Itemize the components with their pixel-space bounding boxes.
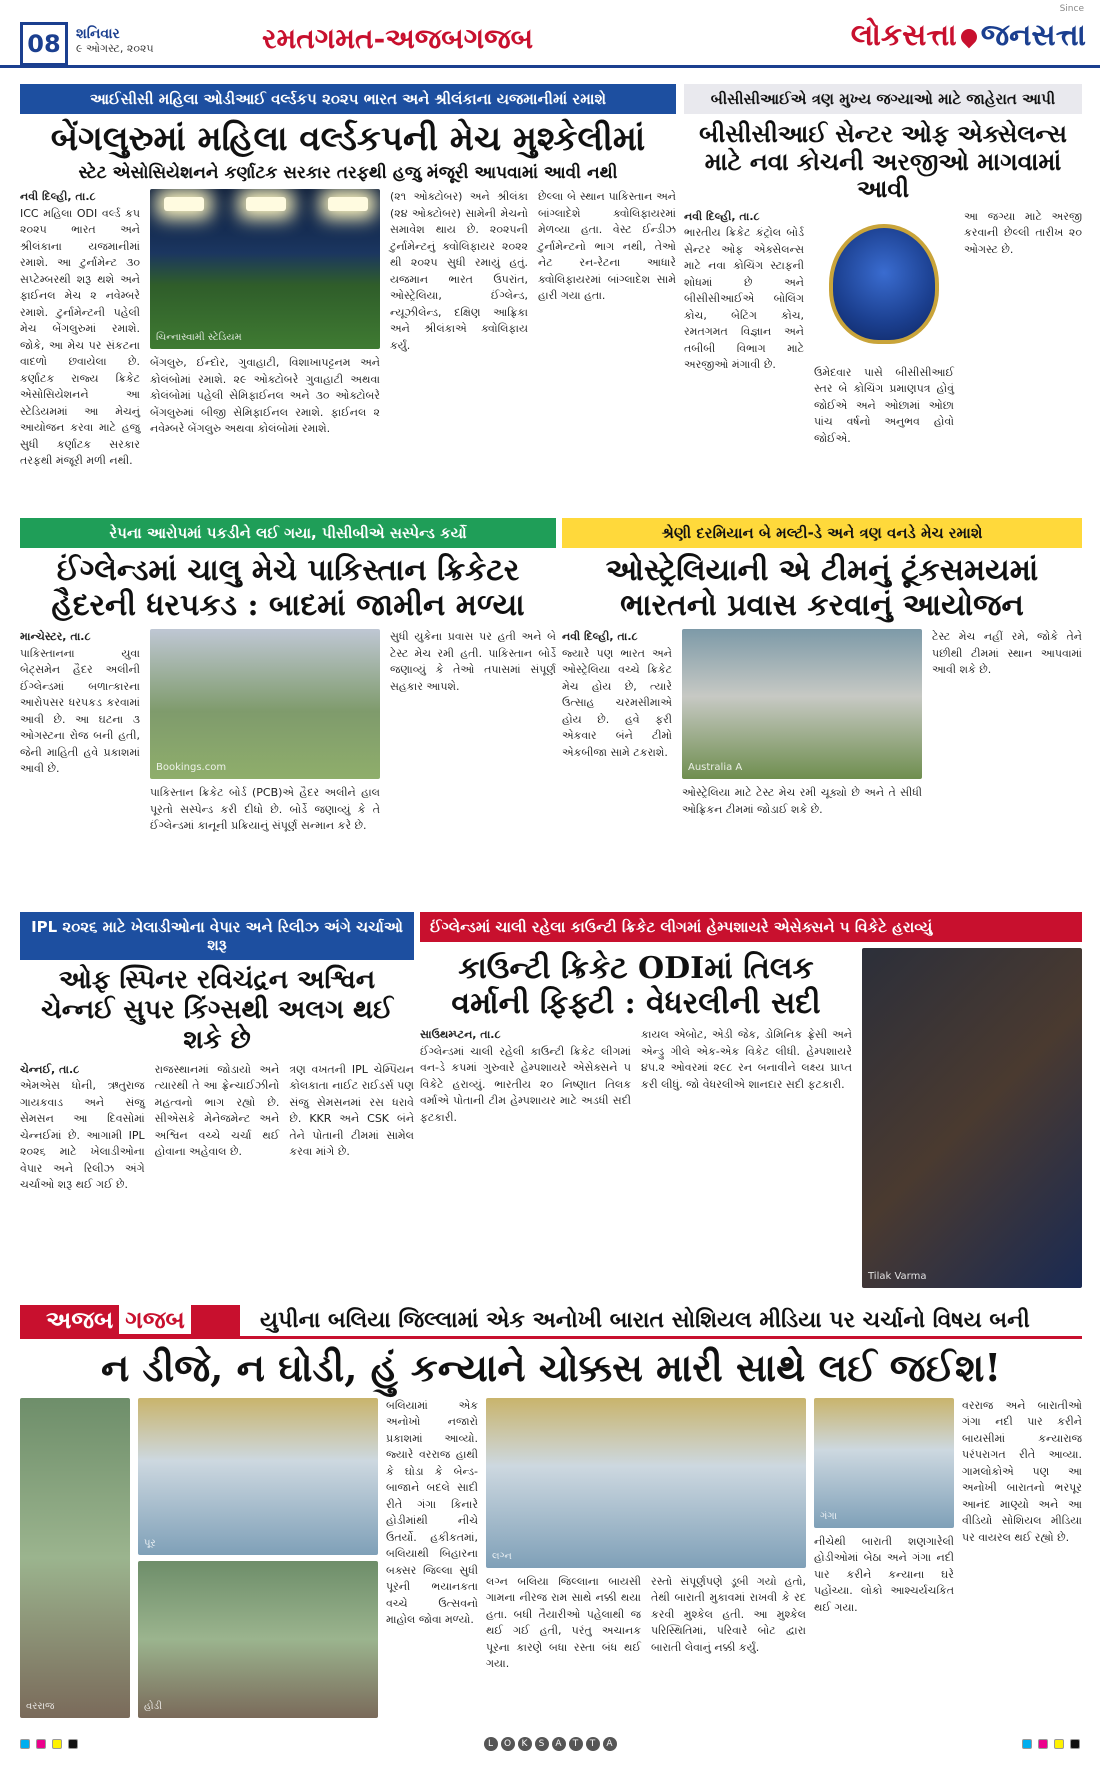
body-text: જ્યારે પણ ભારત અને ઓસ્ટ્રેલિયા વચ્ચે ક્રિકેટ મેચ હોય છે, ત્યારે ઉત્સાહ ચરમસીમાએ હોય છે. હવે ફરી એકવાર બંને ટીમો એકબીજા સામે ટકરાશે.	[562, 646, 672, 759]
logo-left-text: લોકસત્તા	[850, 18, 957, 53]
body-text: લગ્ન બલિયા જિલ્લાના બાયસી ગામના નીરજ રામ સાથે નક્કી થયા હતા. બધી તૈયારીઓ પહેલાથી જ થઈ ગઈ હતી, પરંતુ અચાનક પૂરના કારણે બધા રસ્તા બંધ થઈ ગયા.	[486, 1574, 641, 1671]
photo-caption: હોડી	[144, 1700, 162, 1712]
flood-photo	[138, 1398, 378, 1555]
photo-caption: લગ્ન	[492, 1550, 512, 1562]
story-strap: શ્રેણી દરમિયાન બે મલ્ટી-ડે અને ત્રણ વનડે મેચ રમાશે	[562, 518, 1082, 548]
story-strap: બીસીસીઆઈએ ત્રણ મુખ્ય જગ્યાઓ માટે જાહેરાત આપી	[684, 84, 1082, 114]
dateline: ચેન્નઈ, તા.૮	[20, 1062, 80, 1076]
story-headline: કાઉન્ટી ક્રિકેટ ODIમાં તિલક વર્માની ફિફ્ટી : વેધરલીની સદી	[451, 951, 821, 1021]
body-text: (૨૧ ઓક્ટોબર) અને શ્રીલંકા (૨૪ ઓક્ટોબર) સામેની મેચનો સમાવેશ થાય છે. ૨૦૨૫ની ટુર્નામેન્ટનું ક્વોલિફાયર ૨૦૨૨ થી ૨૦૨૫ સુધી રમાયું હતું. યજમાન ભારત ઉપરાંત, ઓસ્ટ્રેલિયા, ઈંગ્લેન્ડ, ન્યૂઝીલેન્ડ, દક્ષિણ આફ્રિકા અને શ્રીલંકાએ ક્વોલિફાય કર્યું.	[390, 190, 528, 352]
cricket-match-photo	[150, 629, 380, 779]
body-text: સુધી યુકેના પ્રવાસ પર હતી અને બે ટેસ્ટ મેચ રમી હતી. પાકિસ્તાન બોર્ડે જણાવ્યું કે તેઓ તપાસમાં સંપૂર્ણ સહકાર આપશે.	[390, 630, 556, 693]
ajab-gajab-tab	[20, 1305, 240, 1339]
story-tilak-varma	[420, 912, 1082, 1296]
wedding-boat-photo	[486, 1398, 806, 1568]
body-text: પાકિસ્તાનના યુવા બેટ્સમેન હૈદર અલીની ઈંગ્લેન્ડમાં બળાત્કારના આરોપસર ધરપકડ કરવામાં આવી છે. આ ઘટના ૩ ઓગસ્ટના રોજ બની હતી, જેની માહિતી હવે પ્રકાશમાં આવી છે.	[20, 646, 140, 775]
story-haider-arrest	[20, 518, 556, 902]
story-women-world-cup	[20, 84, 676, 508]
color-registration-marks	[1022, 1739, 1080, 1749]
ajab-kicker: યુપીના બલિયા જિલ્લામાં એક અનોખી બારાત સોશિયલ મીડિયા પર ચર્ચાનો વિષય બની	[260, 1308, 1030, 1333]
issue-date	[76, 26, 154, 56]
body-text: આ જગ્યા માટે અરજી કરવાની છેલ્લી તારીખ ૨૦ ઓગસ્ટ છે.	[964, 209, 1082, 256]
body-text: ઈંગ્લેન્ડમાં ચાલી રહેલી કાઉન્ટી ક્રિકેટ લીગમાં વન-ડે કપમાં ગુરુવારે હેમ્પશાયરે એસેક્સને ૫ વિકેટે હરાવ્યું. ભારતીય ૨૦ નિષ્ણાત તિલક વર્માએ પોતાની ટીમ હેમ્પશાયર માટે અડધી સદી ફટકારી.	[420, 1044, 631, 1124]
dateline: સાઉથમ્પ્ટન, તા.૮	[420, 1028, 501, 1041]
body-text: ટેસ્ટ મેચ નહીં રમે, જોકે તેને પછીથી ટીમમાં સ્થાન આપવામાં આવી શકે છે.	[932, 630, 1082, 676]
page-footer	[20, 1734, 1080, 1754]
story-headline: ન ડીજે, ન ઘોડી, હું કન્યાને ચોક્કસ મારી સાથે લઈ જઈશ!	[100, 1346, 1002, 1390]
logo-tag: Since	[1059, 4, 1084, 14]
body-text: રાજસ્થાનમાં જોડાયો અને ત્યારથી તે આ ફ્રેન્ચાઈઝીનો મહત્વનો ભાગ રહ્યો છે. સીએસકે મેનેજમેન્ટ અને અશ્વિન વચ્ચે ચર્ચા થઈ હોવાના અહેવાલ છે.	[154, 1062, 280, 1159]
body-text: વરરાજ અને બારાતીઓ ગંગા નદી પાર કરીને બાયસીમાં કન્યારાજ પરંપરાગત રીતે આવ્યા. ગામલોકોએ પણ આ અનોખી બારાતનો ભરપૂર આનંદ માણ્યો અને આ વીડિયો સોશિયલ મીડિયા પર વાયરલ થઈ રહ્યો છે.	[962, 1398, 1082, 1544]
photo-caption: Australia A	[688, 762, 743, 773]
masthead	[0, 0, 1100, 68]
body-text: રસ્તો સંપૂર્ણપણે ડૂબી ગયો હતો, તેથી બારાતી મુકાવમાં રાખવી કે રદ કરવી મુશ્કેલ હતી. આ મુશ્કેલ પરિસ્થિતિમાં, પરિવારે બોટ દ્વારા બારાતી લેવાનું નક્કી કર્યું.	[651, 1574, 806, 1654]
newspaper-logo	[850, 4, 1086, 53]
story-strap: ઈંગ્લેન્ડમાં ચાલી રહેલા કાઉન્ટી ક્રિકેટ લીગમાં હેમ્પશાયરે એસેક્સને ૫ વિકેટે હરાવ્યું	[420, 912, 1082, 942]
story-boat-baraat	[20, 1346, 1082, 1726]
brand-letter: T	[569, 1737, 583, 1751]
body-text: કાયલ એબોટ, એડી જેક, ડોમિનિક ફ્રેસી અને એન્ડ્રુ ગીલે એક-એક વિકેટ લીધી. હેમ્પશાયરે ૪૫.૨ ઓવરમાં ૨૯૮ રન બનાવીને લક્ષ્ય પ્રાપ્ત કરી લીધું. જો વેધરલીએ શાનદાર સદી ફટકારી.	[641, 1028, 852, 1091]
body-text: છેલ્લા બે સ્થાન પાકિસ્તાન અને બાંગ્લાદેશે ક્વોલિફાયરમાં મેળવ્યા હતા. વેસ્ટ ઈન્ડીઝ ટુર્નામેન્ટનો ભાગ નથી, તેઓ નેટ રન-રેટના આધારે ક્વોલિફાયરમાં બાંગ્લાદેશ સામે હારી ગયા હતા.	[538, 190, 676, 303]
brand-letter: A	[552, 1737, 566, 1751]
boat-photo	[138, 1561, 378, 1718]
brand-letter: L	[484, 1737, 498, 1751]
story-strap: રેપના આરોપમાં પકડીને લઈ ગયા, પીસીબીએ સસ્પેન્ડ કર્યો	[20, 518, 556, 548]
story-headline: ઓસ્ટ્રેલિયાની એ ટીમનું ટૂંકસમયમાં ભારતનો પ્રવાસ કરવાનું આયોજન	[605, 553, 1039, 623]
body-text: ICC મહિલા ODI વર્લ્ડ કપ ૨૦૨૫ ભારત અને શ્રીલંકાના યજમાનીમાં રમાશે. આ ટુર્નામેન્ટ ૩૦ સપ્ટેમ્બરથી શરૂ થશે અને ફાઈનલ મેચ ૨ નવેમ્બરે રમાશે. ટુર્નામેન્ટની પહેલી મેચ બેંગલુરુમાં રમાશે. જોકે, આ મેચ પર સંકટના વાદળો છવાયેલા છે. કર્ણાટક રાજ્ય ક્રિકેટ એસોસિયેશનને આ સ્ટેડિયમમાં આ મેચનું આયોજન કરવા માટે હજુ સુધી કર્ણાટક સરકાર તરફથી મંજૂરી મળી નથી.	[20, 206, 140, 468]
issue-date-text: ૯ ઓગસ્ટ, ૨૦૨૫	[76, 42, 154, 55]
dateline: નવી દિલ્હી, તા.૮	[684, 209, 760, 223]
bcci-logo-image	[814, 209, 954, 359]
groom-photo	[20, 1398, 130, 1718]
body-text: ઉમેદવાર પાસે બીસીસીઆઈ સ્તર બે કોચિંગ પ્રમાણપત્ર હોવું જોઈએ અને ઓછામાં ઓછા પાંચ વર્ષનો અનુભવ હોવો જોઈએ.	[814, 365, 954, 445]
body-text: ત્રણ વખતની IPL ચેમ્પિયન કોલકાતા નાઈટ રાઈડર્સ પણ સંજુ સેમસનમાં રસ ધરાવે છે. KKR અને CSK બંને તેને પોતાની ટીમમાં સામેલ કરવા માંગે છે.	[289, 1062, 414, 1159]
ajab-gajab-banner	[20, 1305, 1082, 1339]
tab-left-text: અજબ	[46, 1305, 114, 1334]
story-ashwin-csk	[20, 912, 414, 1296]
bcci-crest-icon	[829, 224, 939, 344]
logo-right-text: જનસત્તા	[980, 18, 1086, 53]
brand-letter: T	[586, 1737, 600, 1751]
body-text: ભારતીય ક્રિકેટ કંટ્રોલ બોર્ડ સેન્ટર ઓફ એક્સેલન્સ માટે નવા કોચિંગ સ્ટાફની શોધમાં છે અને બીસીસીઆઈએ બોલિંગ કોચ, બેટિંગ કોચ, રમતગમત વિજ્ઞાન અને તબીબી વિભાગ માટે અરજીઓ મંગાવી છે.	[684, 226, 804, 372]
body-text: બેંગલુરુ, ઈન્દોર, ગુવાહાટી, વિશાખાપટ્ટનમ અને કોલંબોમાં રમાશે. ૨૯ ઓક્ટોબરે ગુવાહાટી અથવા કોલંબોમાં પહેલી સેમિફાઈનલ અને ૩૦ ઓક્ટોબરે બેંગલુરુમાં બીજી સેમિફાઈનલ રમાશે. ફાઈનલ ૨ નવેમ્બરે બેંગલુરુ અથવા કોલંબોમાં રમાશે.	[150, 356, 380, 436]
body-text: બલિયામાં એક અનોખો નજારો પ્રકાશમાં આવ્યો. જ્યારે વરરાજ હાથી કે ઘોડા કે બેન્ડ-બાજાને બદલે સાદી રીતે ગંગા કિનારે હોડીમાંથી નીચે ઉતર્યો. હકીકતમાં, બલિયાથી બિહારના બક્સર જિલ્લા સુધી પૂરની ભયાનકતા વચ્ચે ઉત્સવનો માહોલ જોવા મળ્યો.	[386, 1398, 478, 1627]
section-title: રમતગમત-અજબગજબ	[262, 22, 534, 55]
river-photo	[814, 1398, 954, 1528]
tab-right-text: ગજબ	[119, 1305, 191, 1334]
story-subheadline: સ્ટેટ એસોસિયેશનને કર્ણાટક સરકાર તરફથી હજુ મંજૂરી આપવામાં આવી નથી	[78, 163, 618, 184]
body-text: એમએસ ધોની, ઋતુરાજ ગાયકવાડ અને સંજુ સેમસન આ દિવસોમાં ચેન્નઈમાં છે. આગામી IPL ૨૦૨૬ માટે ખેલાડીઓના વેપાર અને રિલીઝ અંગે ચર્ચાઓ શરૂ થઈ ગઈ છે.	[20, 1079, 145, 1192]
body-text: પાકિસ્તાન ક્રિકેટ બોર્ડ (PCB)એ હૈદર અલીને હાલ પૂરતો સસ્પેન્ડ કરી દીધો છે. બોર્ડે જણાવ્યું કે તે ઈંગ્લેન્ડમાં કાનૂની પ્રક્રિયાનું સંપૂર્ણ સન્માન કરે છે.	[150, 786, 380, 832]
team-photo	[682, 629, 922, 779]
story-bcci-coaches	[684, 84, 1082, 508]
photo-caption: ગંગા	[820, 1510, 838, 1522]
story-headline: ઈંગ્લેન્ડમાં ચાલુ મેચે પાકિસ્તાન ક્રિકેટર હૈદરની ધરપકડ : બાદમાં જામીન મળ્યા	[51, 553, 525, 623]
photo-caption: Tilak Varma	[868, 1271, 927, 1282]
story-headline: ઓફ સ્પિનર રવિચંદ્રન અશ્વિન ચેન્નઈ સુપર કિંગ્સથી અલગ થઈ શકે છે	[40, 965, 394, 1055]
photo-caption: વરરાજ	[26, 1700, 55, 1712]
brand-letter: A	[603, 1737, 617, 1751]
story-strap: IPL ૨૦૨૬ માટે ખેલાડીઓના વેપાર અને રિલીઝ અંગે ચર્ચાઓ શરૂ	[20, 912, 414, 960]
body-text: ઓસ્ટ્રેલિયા માટે ટેસ્ટ મેચ રમી ચૂક્યો છે અને તે સીધી ઓફ્રિકન ટીમમાં જોડાઈ શકે છે.	[682, 786, 922, 816]
story-australia-a-tour	[562, 518, 1082, 902]
photo-caption: Bookings.com	[156, 762, 227, 773]
stadium-photo	[150, 189, 380, 349]
brand-letter: O	[501, 1737, 515, 1751]
dateline: નવી દિલ્હી, તા.૮	[562, 630, 638, 643]
dateline: નવી દિલ્હી, તા.૮	[20, 190, 96, 204]
photo-caption: પૂર	[144, 1537, 156, 1549]
color-registration-marks	[20, 1739, 78, 1749]
story-headline: બીસીસીઆઈ સેન્ટર ઓફ એક્સેલન્સ માટે નવા કોચની અરજીઓ માગવામાં આવી	[699, 119, 1067, 204]
brand-letter: S	[535, 1737, 549, 1751]
location-pin-icon	[957, 26, 980, 49]
story-headline: બેંગલુરુમાં મહિલા વર્લ્ડકપની મેચ મુશ્કેલીમાં	[50, 119, 646, 159]
page-number: 08	[20, 22, 68, 66]
photo-caption: ચિન્નાસ્વામી સ્ટેડિયમ	[156, 332, 242, 344]
story-strap: આઈસીસી મહિલા ઓડીઆઈ વર્લ્ડકપ ૨૦૨૫ ભારત અને શ્રીલંકાના યજમાનીમાં રમાશે	[20, 84, 676, 114]
brand-letter: K	[518, 1737, 532, 1751]
body-text: નીચેથી બારાતી શણગારેલી હોડીઓમાં બેઠા અને ગંગા નદી પાર કરીને કન્યાના ઘરે પહોંચ્યા. લોકો આશ્ચર્યચકિત થઈ ગયા.	[814, 1534, 954, 1614]
footer-brand-letters	[484, 1737, 617, 1751]
dateline: માન્ચેસ્ટર, તા.૮	[20, 630, 91, 643]
issue-day: શનિવાર	[76, 26, 120, 42]
player-photo	[862, 948, 1082, 1288]
